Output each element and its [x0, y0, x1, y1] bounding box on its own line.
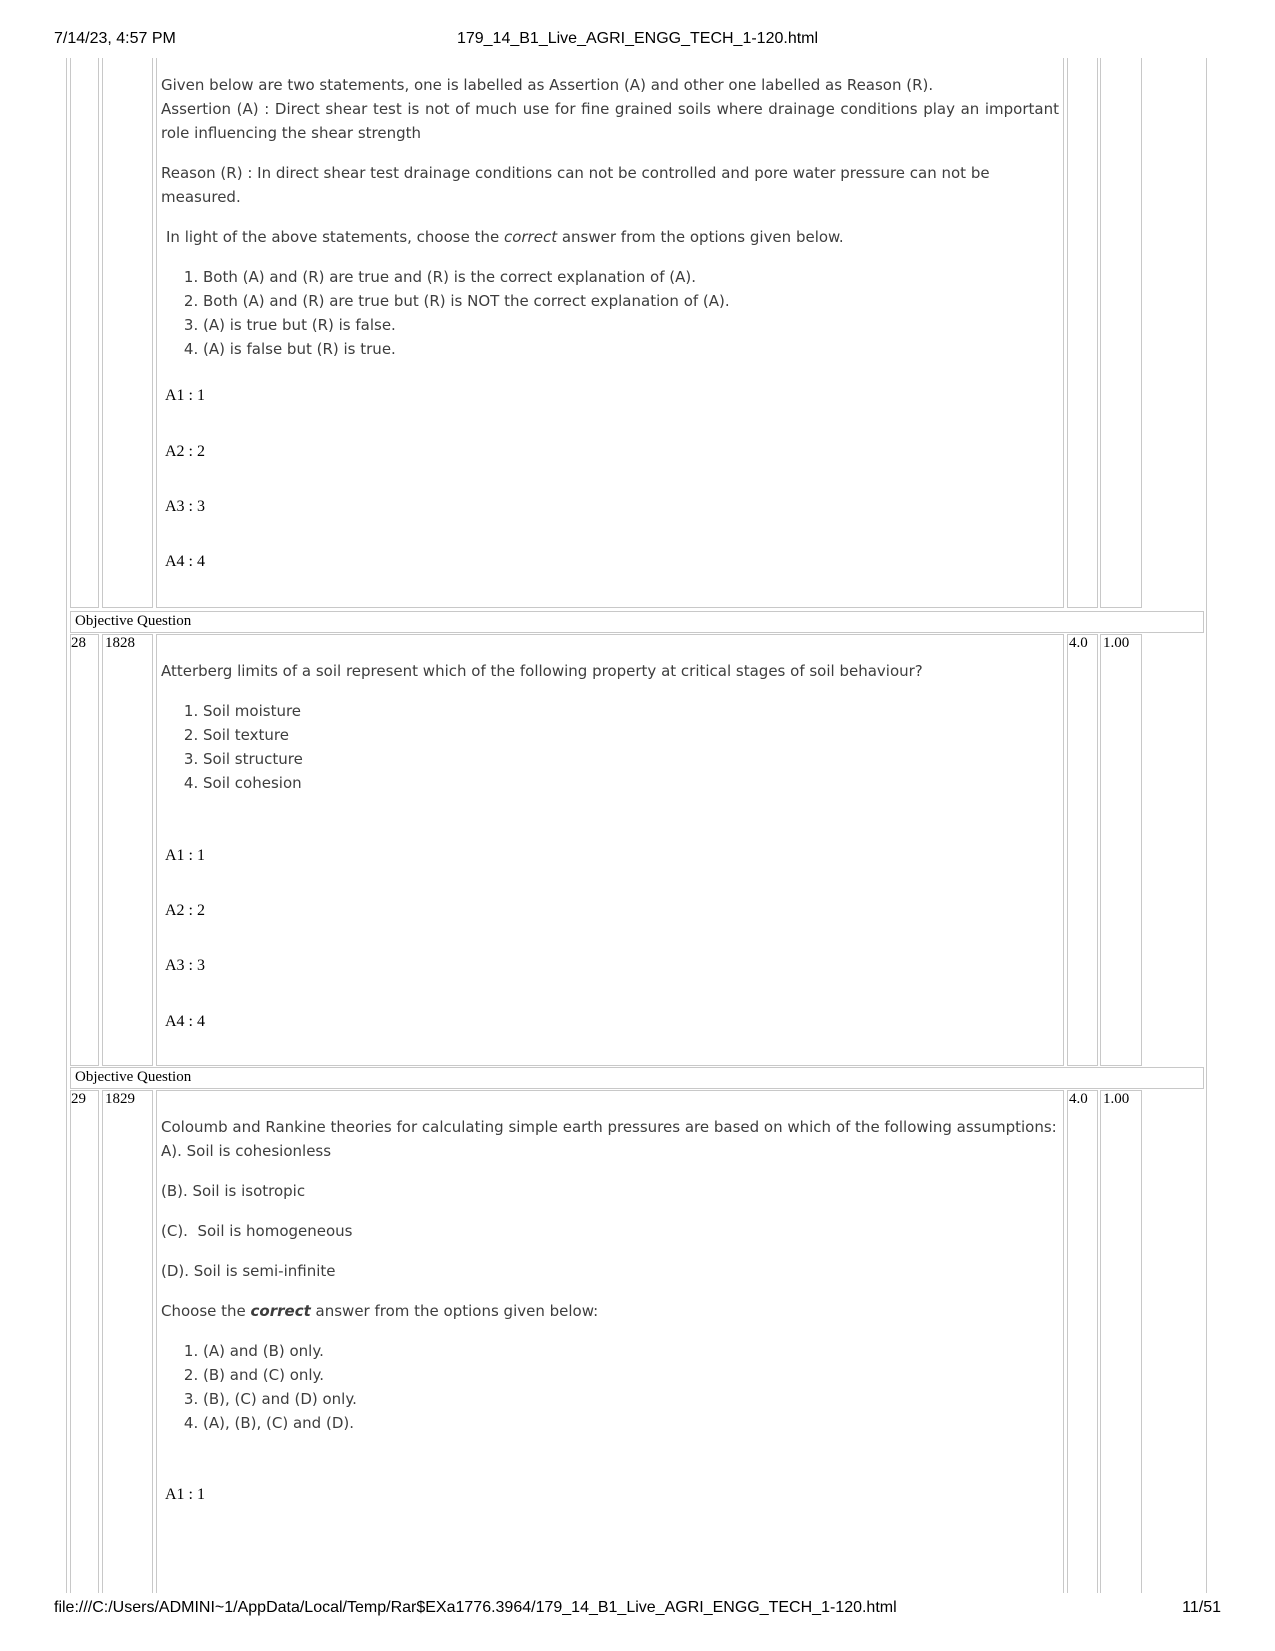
print-footer [0, 1599, 1275, 1619]
q28-options [161, 699, 1059, 795]
print-datetime: 7/14/23, 4:57 PM [54, 30, 176, 47]
q28-text: Atterberg limits of a soil represent which of the following property at critical stages of soil behaviour? [161, 662, 923, 680]
q29-instruction: Choose the correct answer from the options given below: [161, 1302, 599, 1320]
negative-marks-value: 1.00 [1103, 1091, 1130, 1107]
q27-reason: Reason (R) : In direct shear test drainage conditions can not be controlled and pore water pressure can not be measured. [161, 164, 990, 206]
answer-a4: A4 : 4 [165, 1013, 205, 1030]
section-label: Objective Question [75, 613, 192, 629]
q27-assertion: Assertion (A) : Direct shear test is not of much use for fine grained soils where drainage conditions play an important role influencing the shear strength [161, 100, 1059, 142]
answer-a3: A3 : 3 [165, 498, 205, 515]
question-cell-29 [156, 1090, 1064, 1593]
list-item: 2. Soil texture [203, 723, 1059, 747]
answer-a4: A4 : 4 [165, 553, 205, 570]
marks-cell [1067, 58, 1098, 608]
answer-a1: A1 : 1 [165, 387, 205, 404]
question-table [70, 58, 1204, 1593]
question-id: 1828 [105, 635, 135, 651]
section-label: Objective Question [75, 1069, 192, 1085]
negative-marks-value: 1.00 [1103, 635, 1130, 651]
answer-a3: A3 : 3 [165, 957, 205, 974]
q29-options [161, 1339, 1059, 1435]
question-number: 29 [71, 1091, 86, 1107]
q27-options [161, 265, 1059, 361]
print-header [0, 30, 1275, 50]
q27-intro: Given below are two statements, one is labelled as Assertion (A) and other one labelled as Reason (R). [161, 76, 934, 94]
marks-value: 4.0 [1069, 635, 1088, 651]
question-cell-27 [156, 58, 1064, 608]
answer-a2: A2 : 2 [165, 443, 205, 460]
sno-cell [70, 634, 99, 1066]
list-item: 2. Both (A) and (R) are true but (R) is NOT the correct explanation of (A). [203, 289, 1059, 313]
answer-a1: A1 : 1 [165, 847, 205, 864]
question-number: 28 [71, 635, 86, 651]
marks-cell [1067, 634, 1098, 1066]
neg-cell [1100, 58, 1142, 608]
list-item: 4. Soil cohesion [203, 771, 1059, 795]
q29-assumption-a: A). Soil is cohesionless [161, 1142, 332, 1160]
neg-cell [1100, 1090, 1142, 1593]
sno-cell [70, 1090, 99, 1593]
page-number: 11/51 [1182, 1599, 1221, 1616]
answer-a1: A1 : 1 [165, 1486, 205, 1503]
marks-cell [1067, 1090, 1098, 1593]
qid-cell [102, 634, 153, 1066]
question-id: 1829 [105, 1091, 135, 1107]
qid-cell [102, 58, 153, 608]
list-item: 2. (B) and (C) only. [203, 1363, 1059, 1387]
outer-border-right [1206, 58, 1207, 1593]
sno-cell [70, 58, 99, 608]
list-item: 1. (A) and (B) only. [203, 1339, 1059, 1363]
section-label-row [70, 1067, 1204, 1089]
print-title: 179_14_B1_Live_AGRI_ENGG_TECH_1-120.html [456, 30, 819, 47]
q29-assumption-b: (B). Soil is isotropic [161, 1182, 306, 1200]
list-item: 3. (B), (C) and (D) only. [203, 1387, 1059, 1411]
qid-cell [102, 1090, 153, 1593]
question-cell-28 [156, 634, 1064, 1066]
list-item: 1. Soil moisture [203, 699, 1059, 723]
list-item: 4. (A) is false but (R) is true. [203, 337, 1059, 361]
list-item: 3. (A) is true but (R) is false. [203, 313, 1059, 337]
q27-instruction: In light of the above statements, choose the correct answer from the options given below. [166, 228, 844, 246]
neg-cell [1100, 634, 1142, 1066]
file-path: file:///C:/Users/ADMINI~1/AppData/Local/Temp/Rar$EXa1776.3964/179_14_B1_Live_AGRI_ENGG_TECH_1-120.html [54, 1599, 897, 1616]
q29-assumption-d: (D). Soil is semi-infinite [161, 1262, 336, 1280]
q29-text: Coloumb and Rankine theories for calculating simple earth pressures are based on which of the following assumptions: [161, 1118, 1057, 1136]
q29-assumption-c: (C). Soil is homogeneous [161, 1222, 353, 1240]
list-item: 3. Soil structure [203, 747, 1059, 771]
list-item: 4. (A), (B), (C) and (D). [203, 1411, 1059, 1435]
marks-value: 4.0 [1069, 1091, 1088, 1107]
answer-a2: A2 : 2 [165, 902, 205, 919]
section-label-row [70, 611, 1204, 633]
list-item: 1. Both (A) and (R) are true and (R) is the correct explanation of (A). [203, 265, 1059, 289]
outer-border-left [66, 58, 67, 1593]
